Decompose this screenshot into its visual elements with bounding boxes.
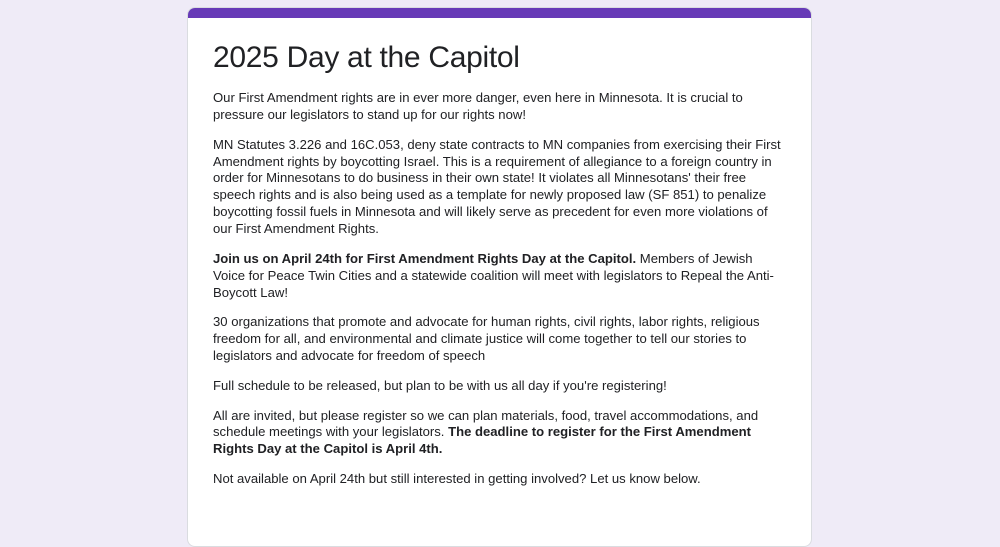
registration-deadline-bold: The deadline to register for the First Amendment Rights Day at the Capitol is April 4th. bbox=[213, 424, 751, 457]
description-paragraph-2: MN Statutes 3.226 and 16C.053, deny state contracts to MN companies from exercising their First Amendment rights by boycotting Israel. This is a requirement of allegiance to a foreign country in order for Minnesotans to do business in their own state! It violates all Minnesotans' their free speech rights and is also being used as a template for newly proposed law (SF 851) to penalize boycotting fossil fuels in Minnesota and will likely serve as precedent for even more violations of our First Amendment Rights. bbox=[213, 136, 781, 237]
event-announcement-bold: Join us on April 24th for First Amendment Rights Day at the Capitol. bbox=[213, 250, 637, 266]
registration-note-text: All are invited, but please register so we can plan materials, food, travel accommodations, and schedule meetings with your legislators. bbox=[213, 407, 759, 440]
form-description bbox=[213, 90, 787, 488]
description-paragraph-5: Full schedule to be released, but plan to be with us all day if you're registering! bbox=[213, 377, 667, 393]
form-accent-bar bbox=[188, 8, 811, 18]
description-paragraph-3 bbox=[213, 251, 787, 302]
description-paragraph-6 bbox=[213, 408, 787, 459]
event-announcement-text: Members of Jewish Voice for Peace Twin Cities and a statewide coalition will meet with legislators to Repeal the Anti-Boycott Law! bbox=[213, 250, 774, 300]
description-paragraph-4: 30 organizations that promote and advocate for human rights, civil rights, labor rights, religious freedom for all, and environmental and climate justice will come together to tell our stories to legislators and advocate for freedom of speech bbox=[213, 314, 760, 364]
form-header-body bbox=[188, 18, 811, 488]
description-paragraph-7: Not available on April 24th but still interested in getting involved? Let us know below. bbox=[213, 471, 701, 487]
form-title: 2025 Day at the Capitol bbox=[213, 41, 520, 74]
description-paragraph-1: Our First Amendment rights are in ever more danger, even here in Minnesota. It is crucial to pressure our legislators to stand up for our rights now! bbox=[213, 90, 743, 122]
form-header-card bbox=[187, 7, 812, 547]
